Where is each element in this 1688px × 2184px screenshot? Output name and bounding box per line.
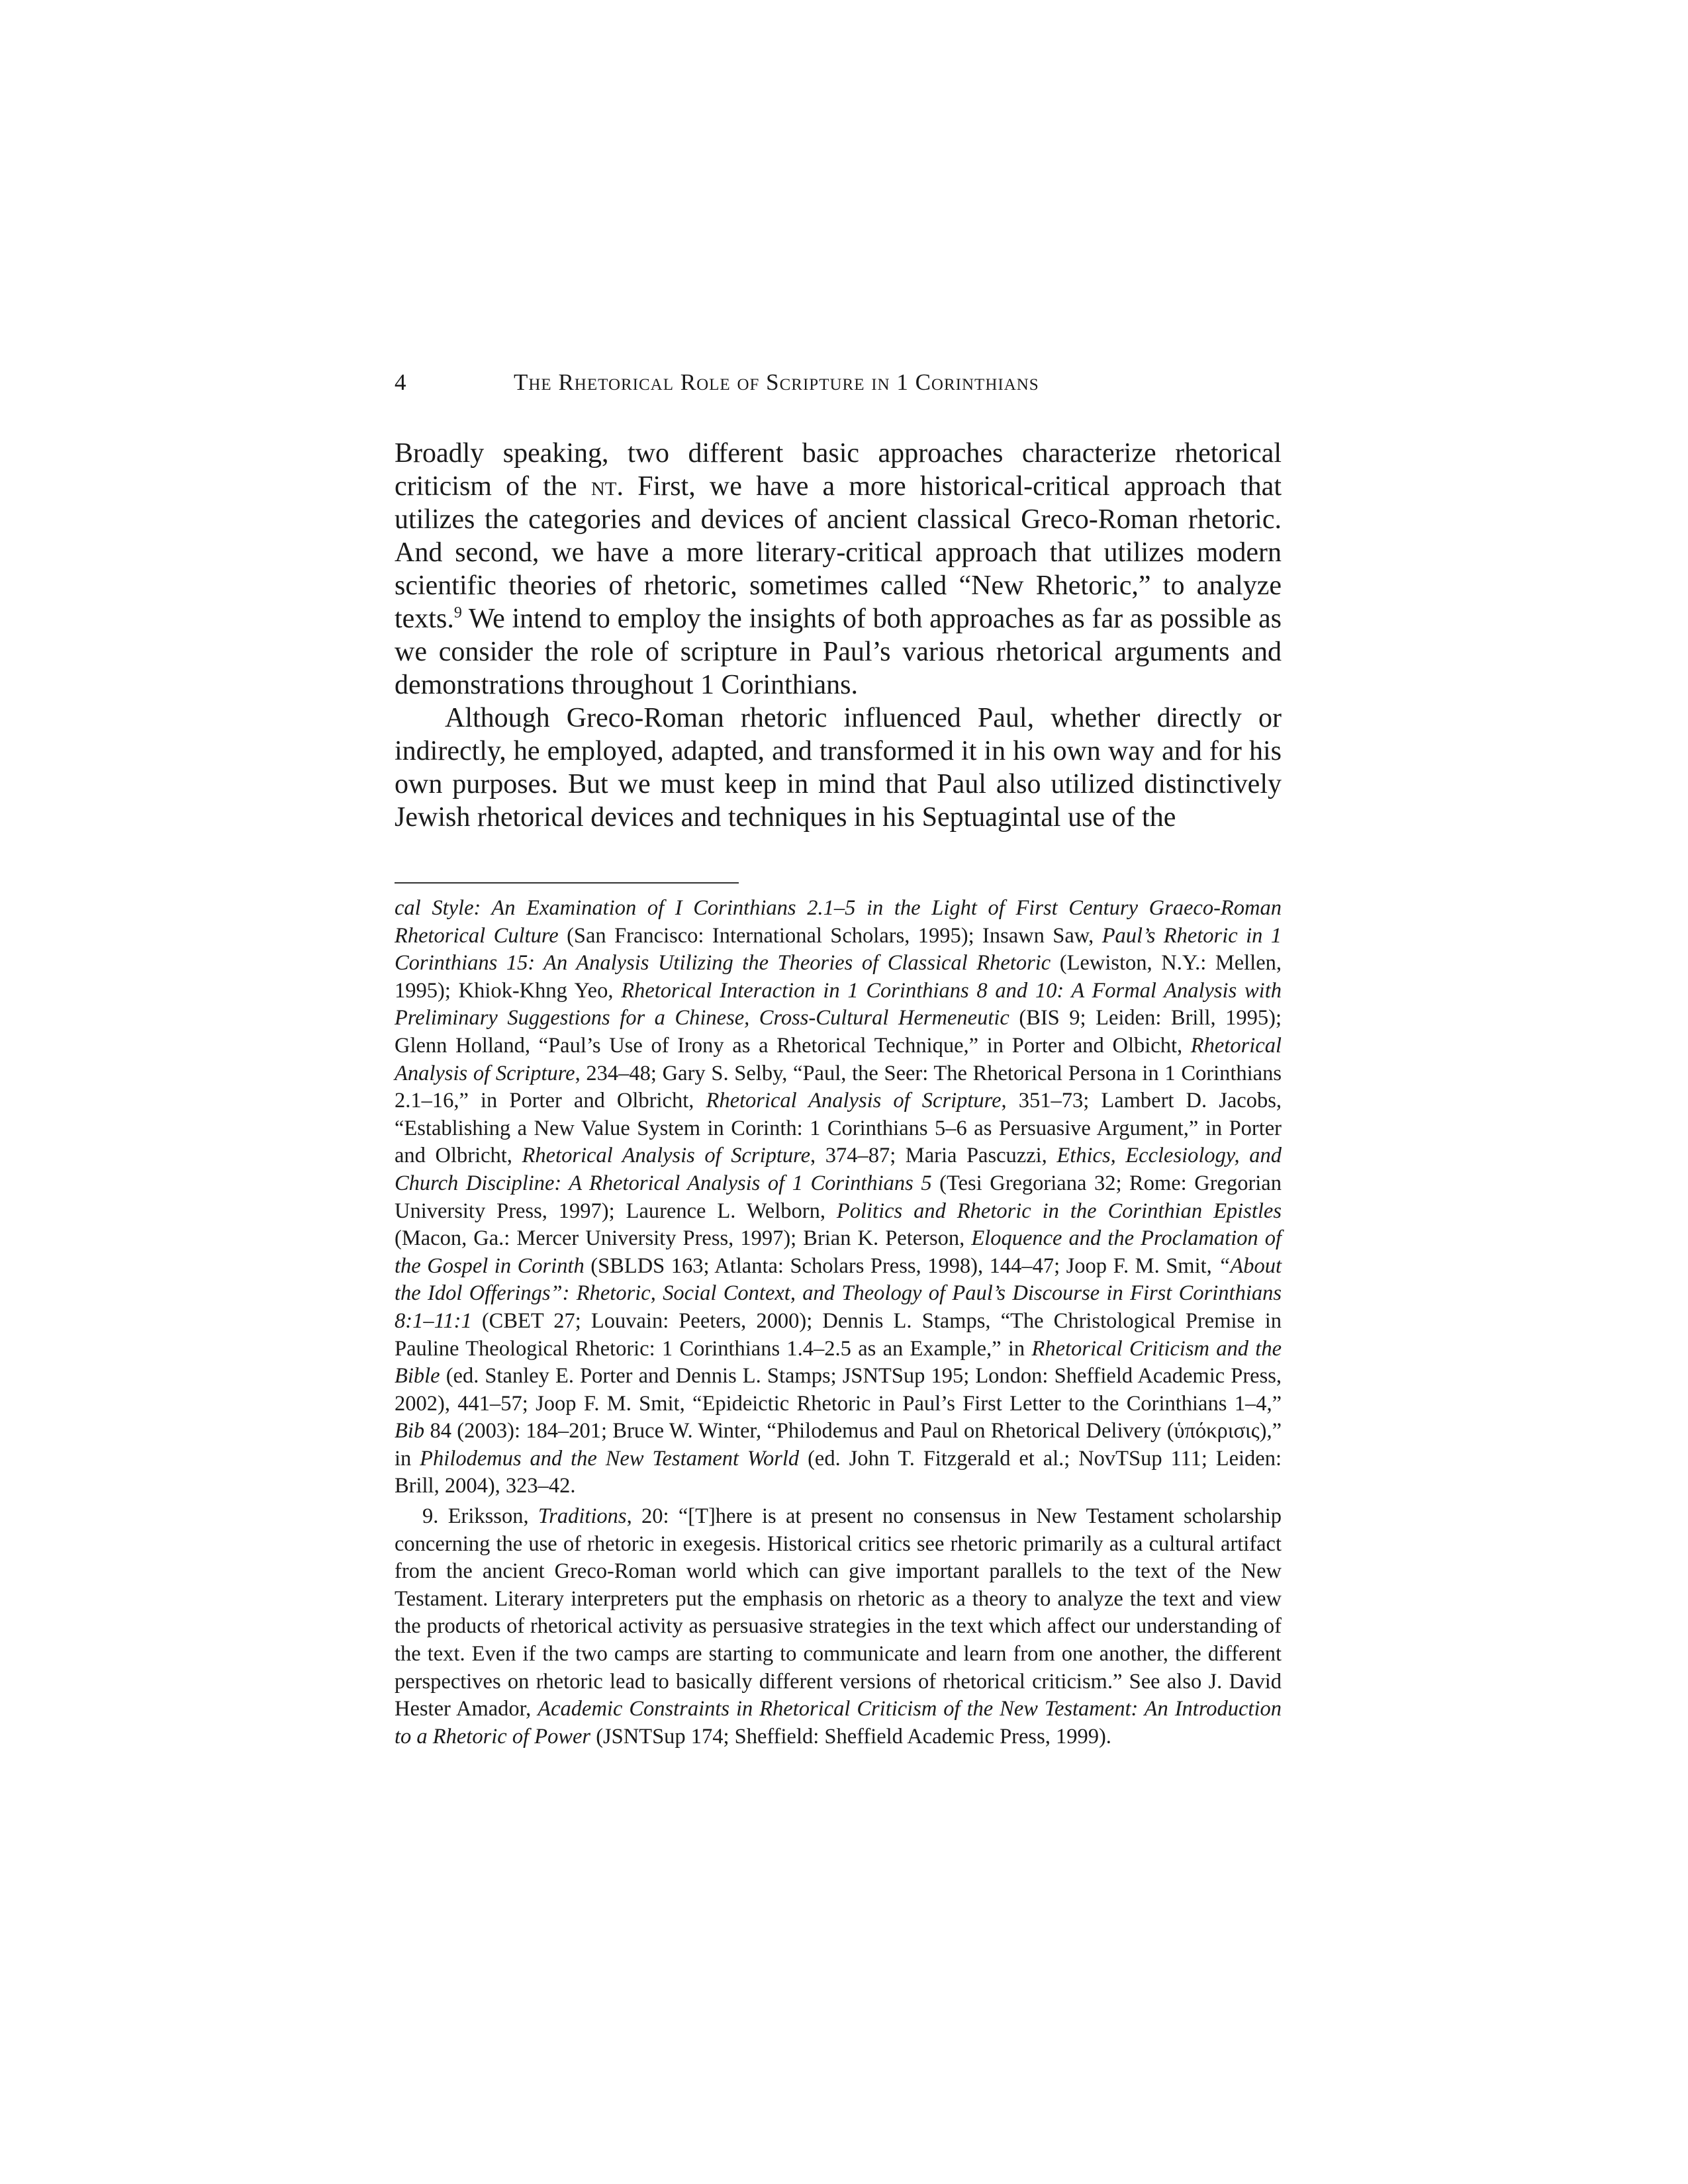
text-segment-italic: Philodemus and the New Testament World <box>420 1446 800 1471</box>
text-segment: , 351–73; Lambert D. Jacobs, “Establishing a New Value System in Corinth: 1 Corinthians 5–6 as Persuasive Argument,” in Porter and Olbricht, <box>395 1089 1282 1168</box>
text-segment: , 20: “[T]here is at present no consensus in New Testament scholarship concerning the use of rhetoric in exegesis. Historical critics see rhetoric primarily as a cultural artifact from the ancient Greco-Roman world which can give important parallels to the text of the New Testament. Literary interpreters put the emphasis on rhetoric as a theory to analyze the text and view the products of rhetorical activity as persuasive strategies in the text which affect our understanding of the text. Even if the two camps are starting to communicate and learn from one another, the different perspectives on rhetoric lead to basically different versions of rhetorical criticism.” See also J. David Hester Amador, <box>395 1504 1282 1721</box>
text-segment: (SBLDS 163; Atlanta: Scholars Press, 1998), 144–47; Joop F. M. Smit, <box>584 1253 1219 1278</box>
text-segment: . First, we have a more historical-critical approach that utilizes the categories and devices of ancient classical Greco-Roman rhetoric. And second, we have a more literary-critical approach that utilizes modern scientific theories of rhetoric, sometimes called “New Rhetoric,” to analyze texts. <box>395 471 1282 634</box>
text-segment: (CBET 27; Louvain: Peeters, 2000); Dennis L. Stamps, “The Christological Premise in Pauline Theological Rhetoric: 1 Corinthians 1.4–2.5 as an Example,” in <box>395 1308 1282 1361</box>
text-segment-italic: Paul’s Rhetoric in 1 Corinthians 15: An Analysis Utilizing the Theories of Classical Rhetoric <box>395 923 1282 976</box>
text-segment: , 234–48; Gary S. Selby, “Paul, the Seer: The Rhetorical Persona in 1 Corinthians 2.1–16,” in Porter and Olbricht, <box>395 1061 1282 1113</box>
footnote-9 <box>395 1503 1282 1751</box>
text-segment: (ed. John T. Fitzgerald et al.; NovTSup 111; Leiden: Brill, 2004), 323–42. <box>395 1446 1282 1498</box>
text-segment-italic: Eloquence and the Proclamation of the Gospel in Corinth <box>395 1226 1282 1278</box>
text-segment-italic: Politics and Rhetoric in the Corinthian Epistles <box>836 1199 1282 1223</box>
text-segment: Broadly speaking, two different basic approaches characterize rhetorical criticism of the <box>395 438 1282 502</box>
footnote-continued <box>395 895 1282 1500</box>
footnote-marker-9: 9 <box>453 604 462 621</box>
text-segment: We intend to employ the insights of both approaches as far as possible as we consider the role of scripture in Paul’s various rhetorical arguments and demonstrations throughout 1 Corinthians. <box>395 604 1282 700</box>
text-segment-italic: “About the Idol Offerings”: Rhetoric, Social Context, and Theology of Paul’s Discourse in First Corinthians 8:1–11:1 <box>395 1253 1282 1333</box>
text-segment-italic: Rhetorical Analysis of Scripture <box>522 1144 810 1168</box>
text-segment-italic: Rhetorical Analysis of Scripture <box>706 1089 1002 1113</box>
running-head <box>395 363 1282 402</box>
text-segment: Although Greco-Roman rhetoric influenced Paul, whether directly or indirectly, he employed, adapted, and transformed it in his own way and for his own purposes. But we must keep in mind that Paul also utilized distinctively Jewish rhetorical devices and techniques in his Septuagintal use of the <box>395 703 1282 833</box>
body-paragraph-1 <box>395 437 1282 702</box>
text-segment: (Lewiston, N.Y.: Mellen, 1995); Khiok-Khng Yeo, <box>395 951 1282 1003</box>
text-segment: (Tesi Gregoriana 32; Rome: Gregorian University Press, 1997); Laurence L. Welborn, <box>395 1171 1282 1223</box>
text-segment: (Macon, Ga.: Mercer University Press, 1997); Brian K. Peterson, <box>395 1226 972 1251</box>
text-segment-smallcaps: nt <box>590 471 617 502</box>
body-paragraph-2 <box>395 702 1282 834</box>
footnote-rule <box>395 882 739 884</box>
text-segment-italic: Traditions <box>538 1504 627 1529</box>
text-segment-italic: Academic Constraints in Rhetorical Criticism of the New Testament: An Introduction to a Rhetoric of Power <box>395 1697 1282 1749</box>
page-number: 4 <box>395 369 406 395</box>
text-segment: (JSNTSup 174; Sheffield: Sheffield Academic Press, 1999). <box>590 1724 1111 1749</box>
body-text <box>395 437 1282 834</box>
running-title: The Rhetorical Role of Scripture in 1 Corinthians <box>514 369 1039 395</box>
text-segment: (BIS 9; Leiden: Brill, 1995); Glenn Holland, “Paul’s Use of Irony as a Rhetorical Technique,” in Porter and Olbicht, <box>395 1006 1282 1058</box>
text-segment-italic: Rhetorical Interaction in 1 Corinthians 8 and 10: A Formal Analysis with Preliminary Suggestions for a Chinese, Cross-Cultural Hermeneutic <box>395 978 1282 1030</box>
text-segment-italic: Rhetorical Criticism and the Bible <box>395 1336 1282 1388</box>
text-segment-italic: cal Style: An Examination of I Corinthians 2.1–5 in the Light of First Century Graeco-Roman Rhetorical Culture <box>395 896 1282 948</box>
text-segment: (San Francisco: International Scholars, 1995); Insawn Saw, <box>558 923 1102 948</box>
text-segment-italic: Rhetorical Analysis of Scripture <box>395 1033 1282 1085</box>
text-segment: (ed. Stanley E. Porter and Dennis L. Stamps; JSNTSup 195; London: Sheffield Academic Press, 2002), 441–57; Joop F. M. Smit, “Epideictic Rhetoric in Paul’s First Letter to the Corinthians 1–4,” <box>395 1364 1282 1416</box>
text-segment-italic: Ethics, Ecclesiology, and Church Discipline: A Rhetorical Analysis of 1 Corinthians 5 <box>395 1144 1282 1195</box>
text-segment: , 374–87; Maria Pascuzzi, <box>810 1144 1057 1168</box>
footnotes <box>395 895 1282 1751</box>
text-segment: 84 (2003): 184–201; Bruce W. Winter, “Philodemus and Paul on Rhetorical Delivery (ὑπόκρισις),” in <box>395 1419 1282 1471</box>
text-segment: 9. Eriksson, <box>422 1504 538 1529</box>
text-segment-italic: Bib <box>395 1419 425 1443</box>
